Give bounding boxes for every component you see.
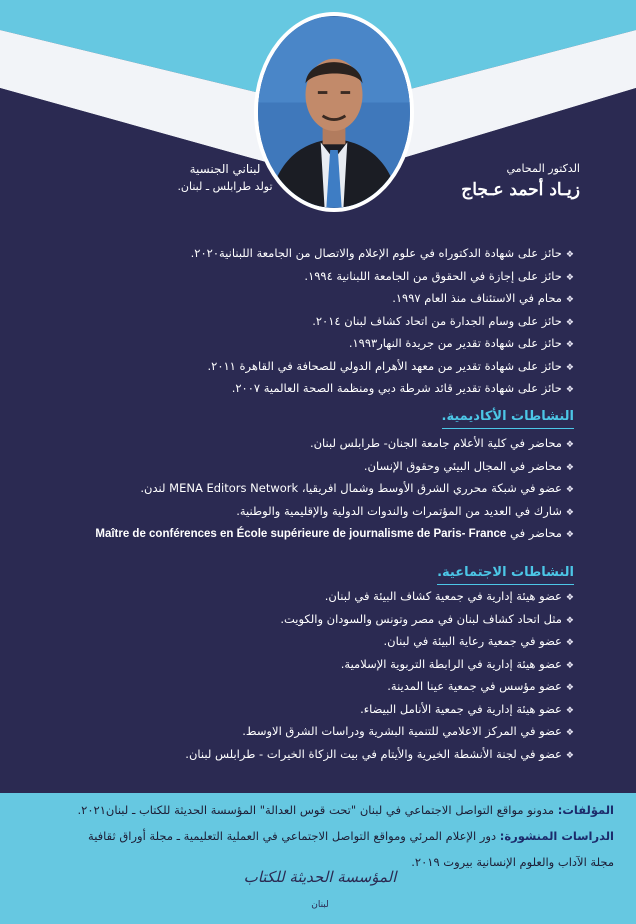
diamond-bullet-icon: ❖ (565, 295, 574, 305)
diamond-bullet-icon: ❖ (565, 530, 574, 540)
studies-text: دور الإعلام المرئي ومواقع التواصل الاجتماعي في العملية التعليمية ـ مجلة أوراق ثقافية (88, 829, 497, 843)
list-item: ❖شارك في العديد من المؤتمرات والندوات الدولية والإقليمية والوطنية. (236, 503, 574, 518)
publisher-logo: المؤسسة الحديثة للكتاب (243, 868, 397, 886)
social-heading: النشاطات الاجتماعية. (437, 563, 574, 585)
list-item: ❖حائز على إجازة في الحقوق من الجامعة اللبنانية ١٩٩٤. (304, 268, 574, 283)
diamond-bullet-icon: ❖ (565, 615, 574, 626)
works-label: المؤلفات: (557, 803, 614, 817)
nationality: لبناني الجنسية (189, 162, 261, 176)
diamond-bullet-icon: ❖ (565, 507, 574, 518)
credentials-list (191, 243, 574, 401)
diamond-bullet-icon: ❖ (565, 272, 574, 283)
diamond-bullet-icon: ❖ (565, 485, 574, 495)
list-item: ❖عضو مؤسس في جمعية عينا المدينة. (387, 679, 574, 693)
diamond-bullet-icon: ❖ (565, 385, 574, 395)
diamond-bullet-icon: ❖ (565, 728, 574, 738)
studies-text-2: مجلة الآداب والعلوم الإنسانية بيروت ٢٠١٩. (411, 855, 614, 869)
diamond-bullet-icon: ❖ (565, 462, 574, 473)
list-item: ❖محاضر في المجال البيئي وحقوق الإنسان. (363, 458, 574, 473)
list-item: ❖عضو في جمعية رعاية البيئة في لبنان. (383, 634, 574, 648)
list-item: ❖عضو في لجنة الأنشطة الخيرية والأيتام في بيت الزكاة الخيرات - طرابلس لبنان. (185, 746, 574, 761)
list-item: ❖عضو في المركز الاعلامي للتنمية البشرية ودراسات الشرق الاوسط. (242, 724, 574, 738)
diamond-bullet-icon: ❖ (565, 340, 574, 350)
works-text: مدونو مواقع التواصل الاجتماعي في لبنان "تحت قوس العدالة" المؤسسة الحديثة للكتاب ـ لبنان٢٠٢١. (77, 803, 555, 817)
list-item: ❖مثل اتحاد كشاف لبنان في مصر وتونس والسودان والكويت. (280, 611, 574, 626)
academic-heading: النشاطات الأكاديمية. (442, 407, 574, 429)
portrait-image (258, 16, 410, 208)
author-name-block (430, 160, 580, 202)
list-item: ❖حائز على شهادة تقدير قائد شرطة دبي ومنظمة الصحة العالمية ٢٠٠٧. (231, 381, 574, 395)
publisher-city: لبنان (311, 900, 329, 910)
works-paragraph (14, 797, 614, 823)
list-item: ❖حائز على شهادة تقدير من معهد الأهرام الدولي للصحافة في القاهرة ٢٠١١. (207, 358, 574, 373)
list-item: ❖عضو هيئة إدارية في جمعية كشاف البيئة في لبنان. (324, 589, 574, 603)
diamond-bullet-icon: ❖ (565, 362, 574, 373)
list-item: ❖حائز على شهادة تقدير من جريدة النهار١٩٩٣. (348, 336, 574, 350)
list-item: ❖عضو هيئة إدارية في جمعية الأنامل البيضاء. (360, 701, 574, 716)
list-item: ❖محاضر في كلية الأعلام جامعة الجنان- طرابلس لبنان. (309, 436, 574, 450)
studies-paragraph (14, 823, 614, 849)
birthplace: تولد طرابلس ـ لبنان. (177, 180, 273, 193)
diamond-bullet-icon: ❖ (565, 705, 574, 716)
french-title: Maître de conférences en École supérieure de journalisme de Paris- France (95, 528, 507, 540)
diamond-bullet-icon: ❖ (565, 750, 574, 761)
list-item: ❖محام في الاستئناف منذ العام ١٩٩٧. (392, 291, 574, 305)
list-item: ❖حائز على وسام الجدارة من اتحاد كشاف لبنان ٢٠١٤. (312, 313, 574, 328)
diamond-bullet-icon: ❖ (565, 317, 574, 328)
diamond-bullet-icon: ❖ (565, 638, 574, 648)
academic-list (95, 433, 574, 546)
diamond-bullet-icon: ❖ (565, 660, 574, 671)
diamond-bullet-icon: ❖ (565, 593, 574, 603)
list-item: ❖عضو هيئة إدارية في الرابطة التربوية الإسلامية. (340, 656, 574, 671)
diamond-bullet-icon: ❖ (565, 683, 574, 693)
diamond-bullet-icon: ❖ (565, 440, 574, 450)
studies-label: الدراسات المنشورة: (499, 829, 614, 843)
list-item: ❖محاضر في Maître de conférences en École supérieure de journalisme de Paris- France (95, 526, 574, 540)
list-item: ❖حائز على شهادة الدكتوراه في علوم الإعلام والاتصال من الجامعة اللبنانية٢٠٢٠. (190, 246, 574, 260)
diamond-bullet-icon: ❖ (565, 250, 574, 260)
social-list (185, 586, 574, 766)
list-item: ❖عضو في شبكة محرري الشرق الأوسط وشمال افريقيا، MENA Editors Network لندن. (140, 481, 574, 495)
author-nationality-block (170, 160, 280, 196)
author-title: الدكتور المحامي (506, 162, 580, 175)
author-name: زيـاد أحمد عـجاج (461, 180, 580, 200)
